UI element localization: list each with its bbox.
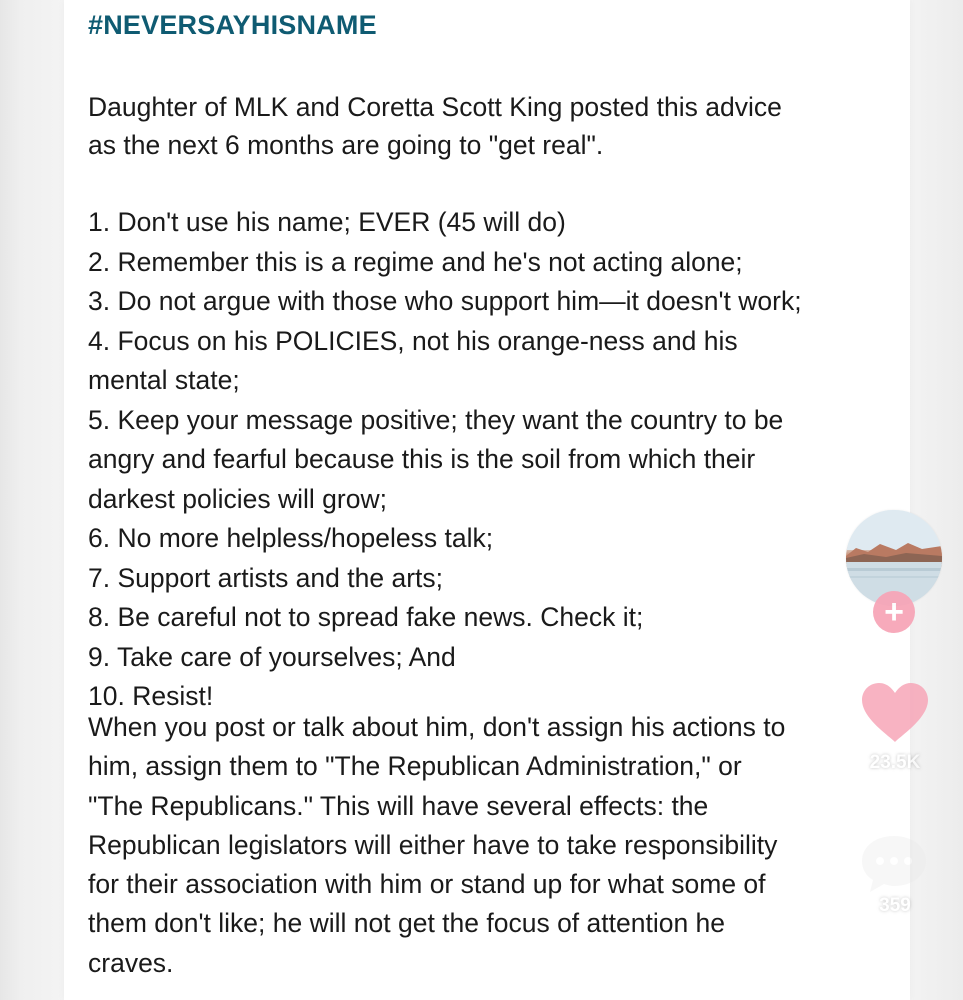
list-item-text: 9. Take care of yourselves; And	[88, 641, 456, 672]
comment-count: 359	[879, 895, 911, 916]
closing-line: Republican legislators will either have to take responsibility	[88, 829, 778, 860]
list-item-text: 10. Resist!	[88, 681, 214, 711]
list-item-text: angry and fearful because this is the soil from which their	[88, 444, 756, 474]
comment-bubble-icon	[858, 832, 930, 896]
list-item	[88, 203, 898, 243]
closing-line: When you post or talk about him, don't assign his actions to	[88, 712, 786, 742]
intro-line: Daughter of MLK and Coretta Scott King posted this advice	[88, 92, 782, 122]
list-item	[88, 519, 898, 559]
list-item	[88, 243, 898, 283]
list-item-text: 4. Focus on his POLICIES, not his orange-ness and his	[88, 325, 738, 356]
closing-line: them don't like; he will not get the focus of attention he	[88, 908, 726, 939]
list-item-text: 7. Support artists and the arts;	[88, 562, 443, 593]
closing-line: craves.	[88, 947, 174, 978]
list-item-text: mental state;	[88, 365, 240, 395]
like-count: 23.5K	[869, 752, 921, 773]
intro-line: as the next 6 months are going to "get real".	[88, 130, 604, 160]
list-item-text: darkest policies will grow;	[88, 483, 387, 514]
list-item-text: 6. No more helpless/hopeless talk;	[88, 523, 494, 553]
list-item	[88, 598, 898, 638]
list-item-text: 1. Don't use his name; EVER (45 will do)	[88, 207, 566, 237]
list-item	[88, 638, 898, 678]
list-item	[88, 559, 898, 599]
list-item	[88, 282, 898, 322]
post-hashtag[interactable]: #NEVERSAYHISNAME	[88, 10, 377, 40]
closing-line: for their association with him or stand up for what some of	[88, 869, 766, 900]
closing-paragraph	[88, 708, 898, 983]
list-item-text: 8. Be careful not to spread fake news. Check it;	[88, 602, 644, 632]
closing-line: him, assign them to "The Republican Administration," or	[88, 751, 742, 782]
closing-line: "The Republicans." This will have several effects: the	[88, 790, 709, 821]
list-item-text: 3. Do not argue with those who support him—it doesn't work;	[88, 286, 802, 316]
list-item-text: 5. Keep your message positive; they want the country to be	[88, 404, 784, 435]
post-intro	[88, 88, 888, 164]
heart-icon	[858, 680, 932, 746]
follow-button[interactable]: +	[873, 591, 915, 633]
list-item-text: 2. Remember this is a regime and he's not acting alone;	[88, 246, 743, 277]
advice-list	[88, 203, 898, 717]
like-button[interactable]	[858, 680, 932, 746]
comment-button[interactable]	[858, 832, 930, 896]
list-item	[88, 401, 898, 520]
list-item	[88, 322, 898, 401]
